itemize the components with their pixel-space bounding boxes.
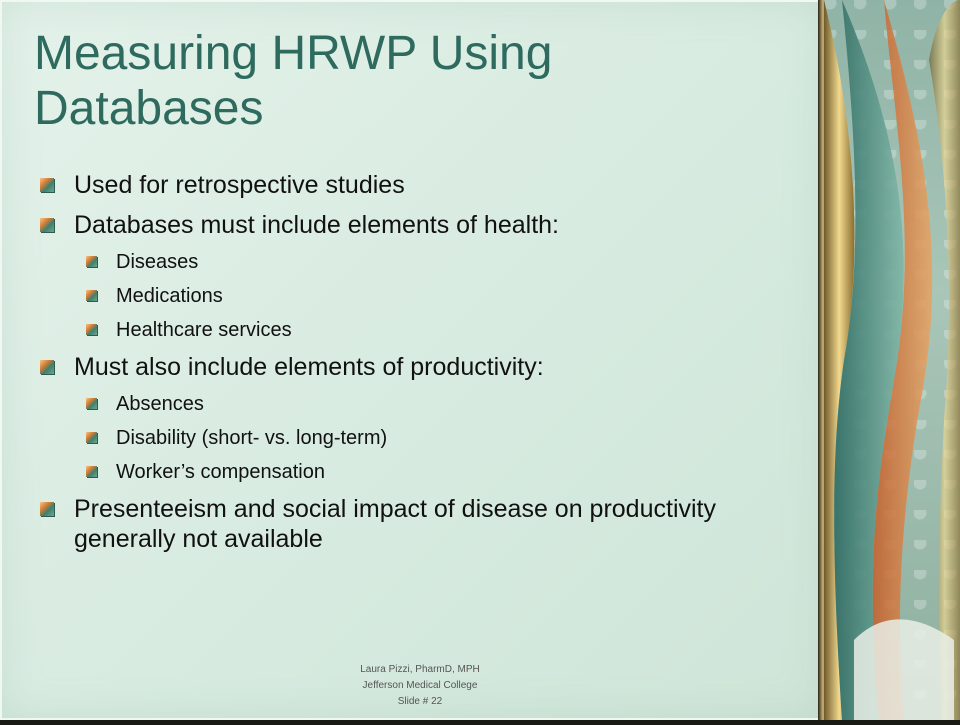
footer-author: Laura Pizzi, PharmD, MPH [360, 664, 480, 675]
bullet-level-1 [36, 352, 776, 382]
bullet-square-icon [40, 218, 54, 232]
bullet-square-icon [86, 398, 97, 409]
bullet-level-1 [36, 210, 776, 240]
bullet-text: Healthcare services [116, 319, 292, 341]
bullet-level-2 [36, 460, 776, 484]
footer-slide-number: Slide # 22 [397, 696, 443, 707]
bullet-list [36, 170, 776, 564]
bullet-text: Databases must include elements of health: [74, 211, 559, 239]
bullet-level-2 [36, 392, 776, 416]
bullet-level-2 [36, 250, 776, 274]
bullet-square-icon [86, 466, 97, 477]
bullet-text: Presenteeism and social impact of disease on productivity generally not available [74, 495, 716, 553]
bullet-text: Absences [116, 393, 204, 415]
floral-ribbon-decoration [824, 0, 960, 720]
slide-title: Measuring HRWP Using Databases [34, 27, 553, 135]
bullet-level-1 [36, 170, 776, 200]
bullet-square-icon [40, 502, 54, 516]
bullet-square-icon [40, 178, 54, 192]
ribbon-art-icon [824, 0, 960, 720]
bullet-square-icon [86, 290, 97, 301]
bullet-square-icon [86, 324, 97, 335]
bullet-text: Diseases [116, 251, 199, 273]
bullet-square-icon [86, 432, 97, 443]
bullet-level-2 [36, 284, 776, 308]
bullet-text: Must also include elements of productivity: [74, 353, 544, 381]
bullet-text: Used for retrospective studies [74, 171, 405, 199]
bullet-level-1 [36, 494, 776, 554]
slide-footer [320, 662, 520, 710]
bullet-text: Medications [116, 285, 223, 307]
bullet-level-2 [36, 426, 776, 450]
bullet-square-icon [40, 360, 54, 374]
footer-institution: Jefferson Medical College [362, 680, 478, 691]
bullet-square-icon [86, 256, 97, 267]
bullet-text: Disability (short- vs. long-term) [116, 427, 388, 449]
bullet-level-2 [36, 318, 776, 342]
bullet-text: Worker’s compensation [116, 461, 325, 483]
